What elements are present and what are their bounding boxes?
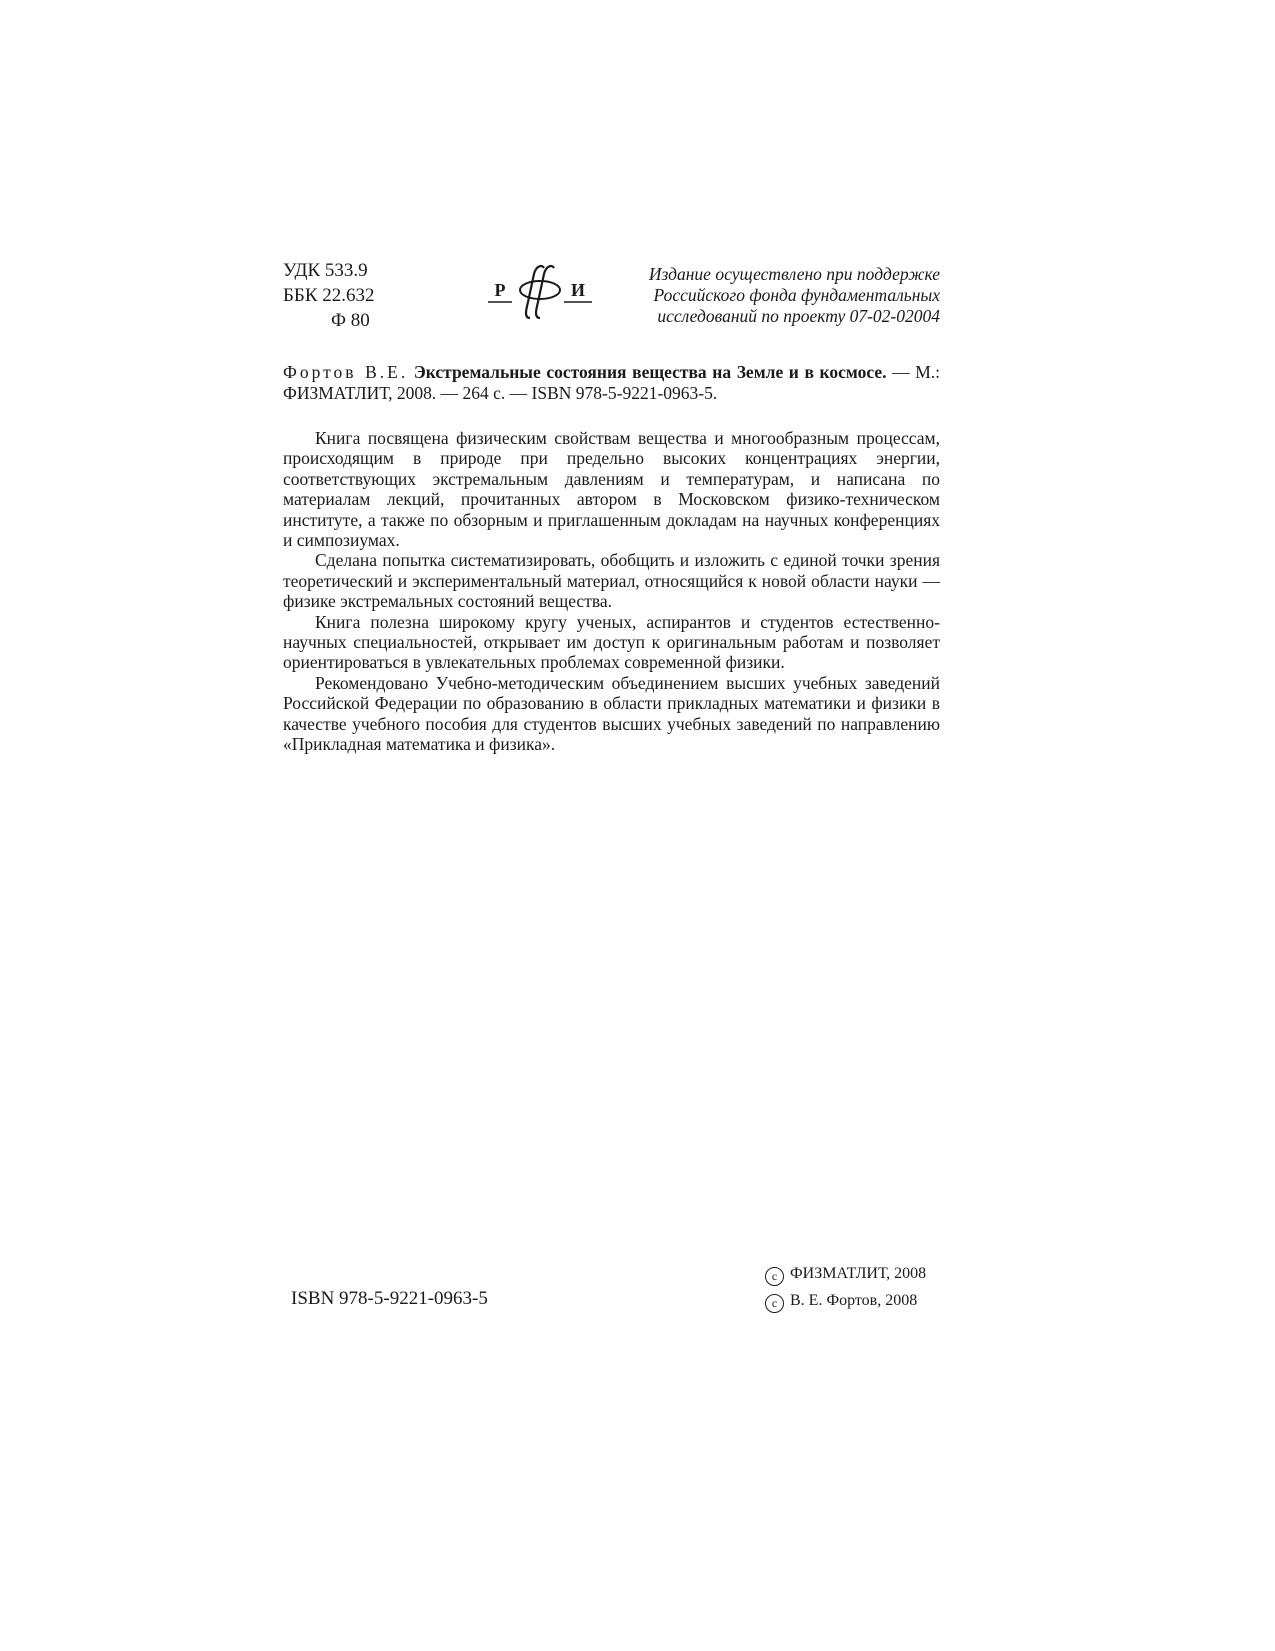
logo-letter-i: И [570,280,586,300]
support-statement [605,264,940,327]
rffi-logo-icon [486,262,594,324]
annotation-paragraph: Рекомендовано Учебно-методическим объединением высших учебных заведений Российской Федерации по образованию в области прикладных математики и физики в качестве учебного пособия для студентов высших учебных заведений по направлению «Прикладная математика и физика». [283,672,940,755]
bibliographic-description [283,362,940,404]
annotation-paragraph: Книга посвящена физическим свойствам вещества и многообразным процессам, происходящим в природе при предельно высоких концентрациях энергии, соответствующих экстремальным давлениям и температурам, и написана по материалам лекций, прочитанных автором в Московском физико-техническом институте, а также по обзорным и приглашенным докладам на научных конференциях и симпозиумах. [283,428,940,551]
udk-code: УДК 533.9 [283,260,368,281]
copyright-block [765,1260,926,1314]
author-sign: Ф 80 [331,310,370,331]
logo-letter-r: Р [494,280,506,300]
annotation [283,428,940,755]
copyright-icon: c [765,1294,784,1313]
support-line: исследований по проекту 07-02-02004 [657,306,940,326]
isbn-footer: ISBN 978-5-9221-0963-5 [291,1288,488,1309]
copyright-line-author [765,1287,926,1314]
copyright-icon: c [765,1267,784,1286]
copyright-author: В. Е. Фортов, 2008 [790,1292,918,1309]
annotation-paragraph: Сделана попытка систематизировать, обобщить и изложить с единой точки зрения теоретический и экспериментальный материал, относящийся к новой области науки — физике экстремальных состояний вещества. [283,550,940,612]
biblio-title: Экстремальные состояния вещества на Земле и в космосе. [413,362,887,382]
copyright-line-publisher [765,1260,926,1287]
support-line: Российского фонда фундаментальных [653,285,940,305]
biblio-author: Фортов В.Е. [283,362,409,382]
bbk-code: ББК 22.632 [283,285,375,306]
annotation-paragraph: Книга полезна широкому кругу ученых, аспирантов и студентов естественно-научных специальностей, открывает им доступ к оригинальным работам и позволяет ориентироваться в увлекательных проблемах современной физики. [283,611,940,673]
classification-codes [283,258,375,333]
support-line: Издание осуществлено при поддержке [648,264,940,284]
copyright-publisher: ФИЗМАТЛИТ, 2008 [790,1265,927,1282]
biblio-details: — М.: ФИЗМАТЛИТ, 2008. — 264 с. — ISBN 978-5-9221-0963-5. [283,362,940,403]
